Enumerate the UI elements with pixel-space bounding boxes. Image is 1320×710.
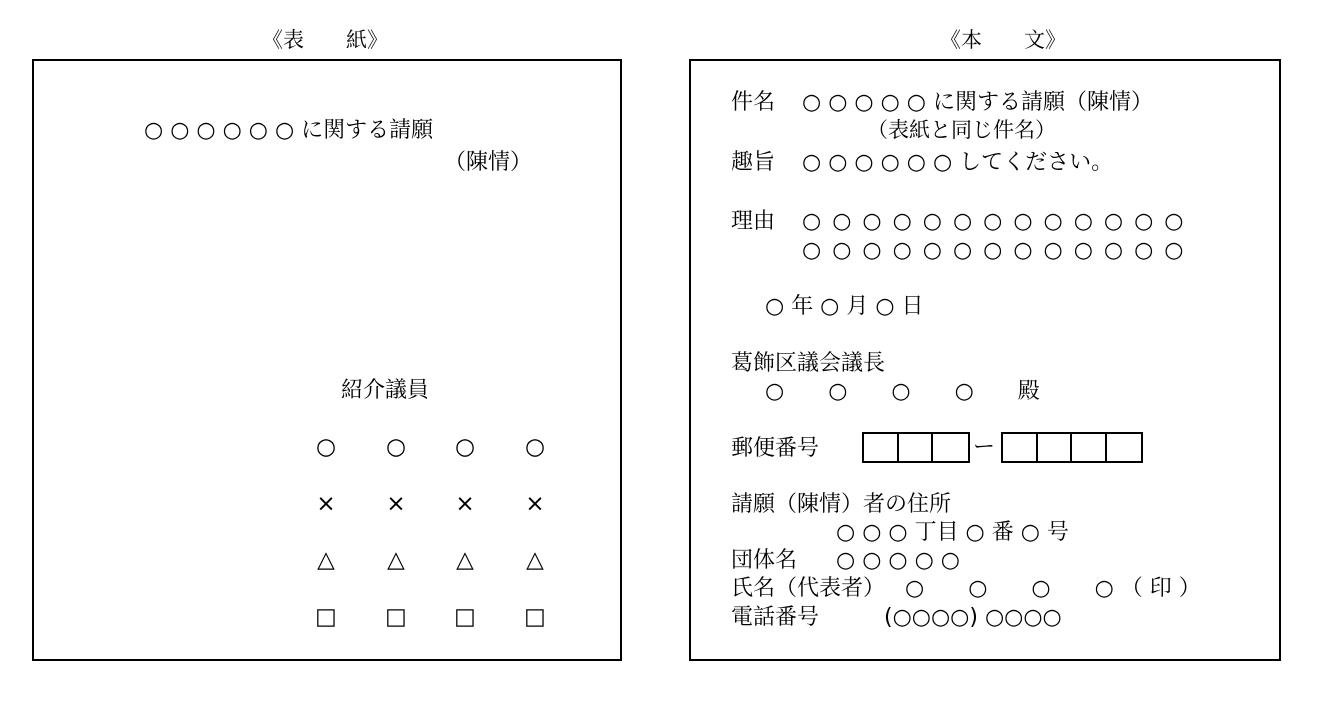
- postal-digit-box: [933, 434, 968, 461]
- cover-subject-sub: （陳情）: [444, 150, 533, 175]
- introducer-mark: △: [526, 547, 544, 573]
- postal-code-first-boxes: [862, 432, 970, 463]
- addressee: 葛飾区議会議長: [731, 351, 886, 376]
- phone-value: (○○○○) ○○○○: [884, 605, 1062, 630]
- postal-digit-box: [1072, 434, 1107, 461]
- subject-note: （表紙と同じ件名）: [867, 118, 1056, 142]
- reason-line-2: ○ ○ ○ ○ ○ ○ ○ ○ ○ ○ ○ ○ ○: [802, 238, 1186, 263]
- introducer-mark: △: [456, 547, 474, 573]
- phone-label: 電話番号: [731, 605, 820, 630]
- introducer-mark: ○: [315, 434, 337, 460]
- postal-digit-box: [1003, 434, 1038, 461]
- introducer-mark: ×: [525, 491, 545, 517]
- introducer-label: 紹介議員: [341, 378, 430, 403]
- introducer-mark: △: [387, 547, 405, 573]
- postal-digit-box: [1038, 434, 1073, 461]
- introducer-mark: □: [524, 604, 546, 630]
- date-line: ○ 年 ○ 月 ○ 日: [765, 294, 924, 319]
- introducer-mark: △: [317, 547, 335, 573]
- purpose-value: ○ ○ ○ ○ ○ ○ してください。: [802, 150, 1114, 175]
- postal-dash: ー: [973, 435, 996, 460]
- name-label: 氏名（代表者）: [731, 576, 886, 601]
- introducer-mark: □: [385, 604, 407, 630]
- reason-label: 理由: [731, 209, 776, 234]
- introducer-mark: ×: [316, 491, 336, 517]
- introducer-mark: □: [315, 604, 337, 630]
- address-value: ○ ○ ○ 丁目 ○ 番 ○ 号: [836, 520, 1069, 545]
- postal-digit-box: [864, 434, 899, 461]
- postal-digit-box: [899, 434, 934, 461]
- introducer-mark: ○: [524, 434, 546, 460]
- org-label: 団体名: [731, 548, 798, 573]
- reason-line-1: ○ ○ ○ ○ ○ ○ ○ ○ ○ ○ ○ ○ ○: [802, 209, 1186, 234]
- org-value: ○ ○ ○ ○ ○: [836, 548, 960, 573]
- name-value: ○ ○ ○ ○ （ 印 ）: [905, 576, 1201, 601]
- introducer-mark: ×: [386, 491, 406, 517]
- introducer-mark: □: [454, 604, 476, 630]
- subject-value: ○ ○ ○ ○ ○ に関する請願（陳情）: [802, 90, 1153, 115]
- postal-digit-box: [1107, 434, 1141, 461]
- address-label: 請願（陳情）者の住所: [731, 492, 952, 517]
- postal-label: 郵便番号: [731, 436, 820, 461]
- purpose-label: 趣旨: [731, 150, 776, 175]
- cover-subject: ○ ○ ○ ○ ○ ○ に関する請願: [144, 118, 434, 143]
- introducer-mark: ○: [385, 434, 407, 460]
- cover-heading: 《表 紙》: [262, 28, 388, 52]
- introducer-mark: ×: [455, 491, 475, 517]
- subject-label: 件名: [731, 90, 776, 115]
- addressee-name: ○ ○ ○ ○ 殿: [765, 379, 1040, 404]
- postal-code-second-boxes: [1001, 432, 1143, 463]
- body-heading: 《本 文》: [940, 28, 1066, 52]
- introducer-mark: ○: [454, 434, 476, 460]
